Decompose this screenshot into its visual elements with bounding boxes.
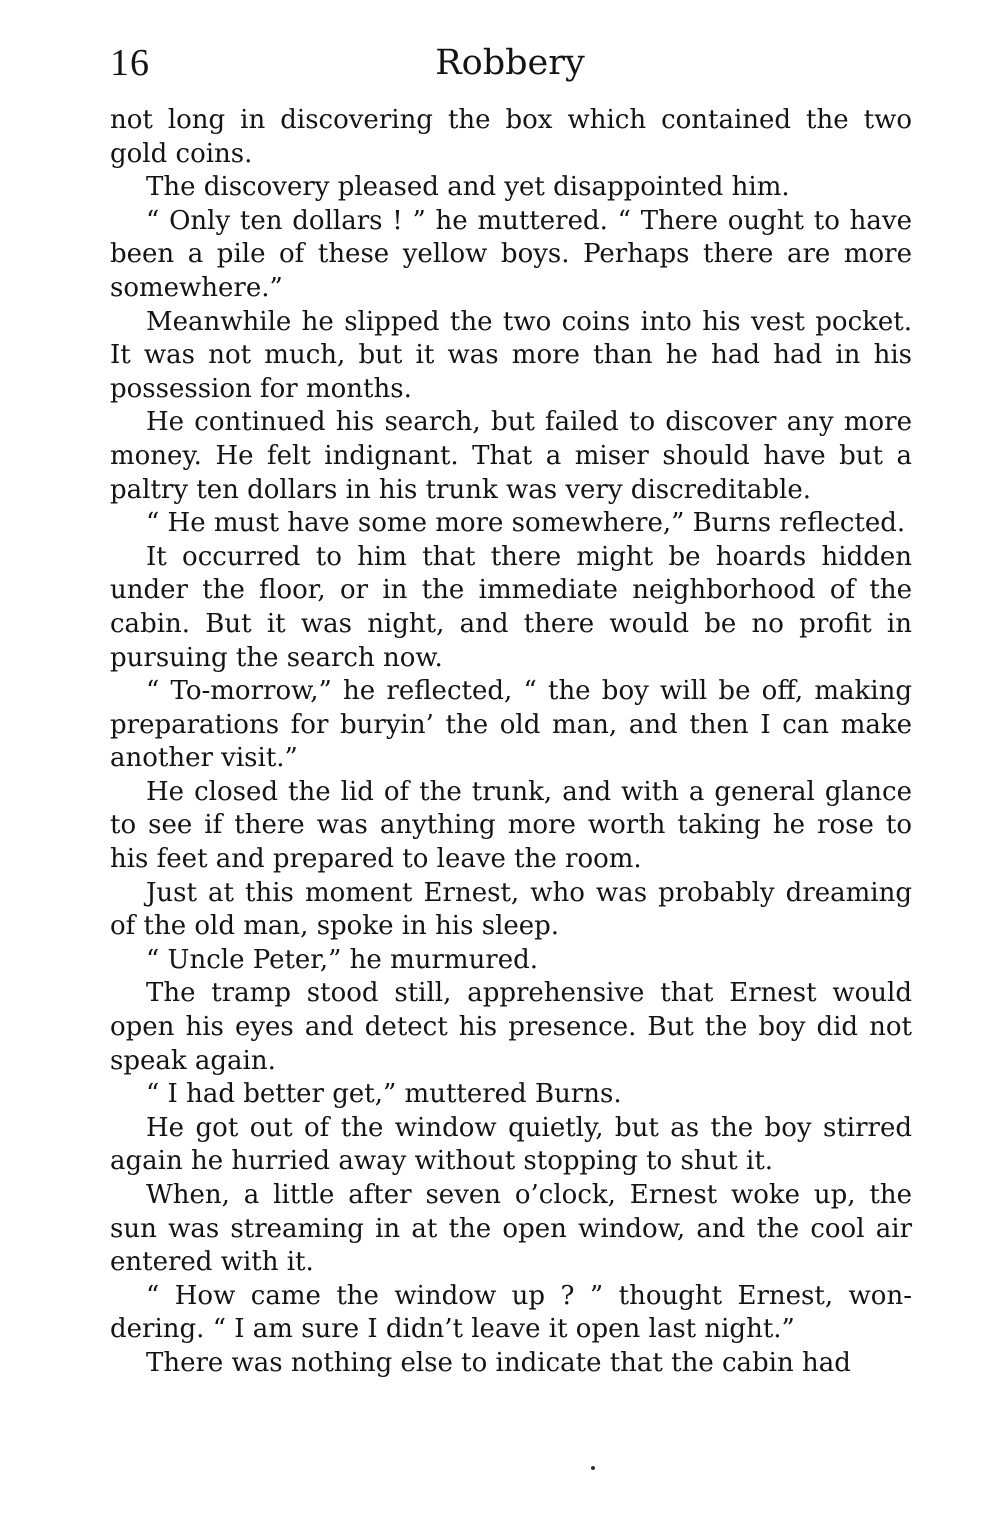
paragraph: “ He must have some more somewhere,” Burns reflected.	[146, 508, 906, 539]
paragraph: Meanwhile he slipped the two coins into his vest pocket. It was not much, but it was more than he had had in his possession for months.	[110, 306, 912, 404]
paragraph: “ How came the window up ? ” thought Ernest, wondering. “ I am sure I didn’t leave it open last night.”	[110, 1280, 912, 1345]
page-header	[110, 38, 910, 88]
paragraph: The tramp stood still, apprehensive that Ernest would open his eyes and detect his presence. But the boy did not speak again.	[110, 978, 912, 1076]
body-text	[110, 104, 912, 1381]
paragraph: not long in discovering the box which contained the two gold coins.	[110, 105, 912, 169]
paragraph: He continued his search, but failed to discover any more money. He felt indignant. That a miser should have but a paltry ten dollars in his trunk was very discreditable.	[110, 407, 912, 505]
paragraph: The discovery pleased and yet disappointed him.	[146, 172, 790, 203]
paragraph: “ I had better get,” muttered Burns.	[146, 1079, 622, 1110]
paragraph: He got out of the window quietly, but as the boy stirred again he hurried away without stopping to shut it.	[110, 1112, 912, 1177]
paragraph: “ Only ten dollars ! ” he muttered. “ There ought to have been a pile of these yellow boys. Perhaps there are more somewhere.”	[110, 205, 912, 303]
paragraph: Just at this moment Ernest, who was probably dreaming of the old man, spoke in his sleep.	[110, 877, 912, 942]
running-head: Robbery	[435, 43, 585, 83]
page-number: 16	[110, 42, 150, 84]
paragraph: He closed the lid of the trunk, and with a general glance to see if there was anything more worth taking he rose to his feet and prepared to leave the room.	[110, 776, 912, 875]
paragraph: “ To-morrow,” he reflected, “ the boy will be off, making preparations for buryin’ the old man, and then I can make another visit.”	[110, 676, 912, 774]
paragraph: It occurred to him that there might be hoards hidden under the floor, or in the immediate neighborhood of the cabin. But it was night, and there would be no profit in pursuing the search now.	[110, 541, 912, 673]
paragraph: There was nothing else to indicate that the cabin had	[146, 1347, 851, 1378]
paragraph: When, a little after seven o’clock, Ernest woke up, the sun was streaming in at the open window, and the cool air entered with it.	[110, 1180, 912, 1278]
ink-speck	[591, 1466, 595, 1470]
paragraph: “ Uncle Peter,” he murmured.	[146, 944, 539, 975]
